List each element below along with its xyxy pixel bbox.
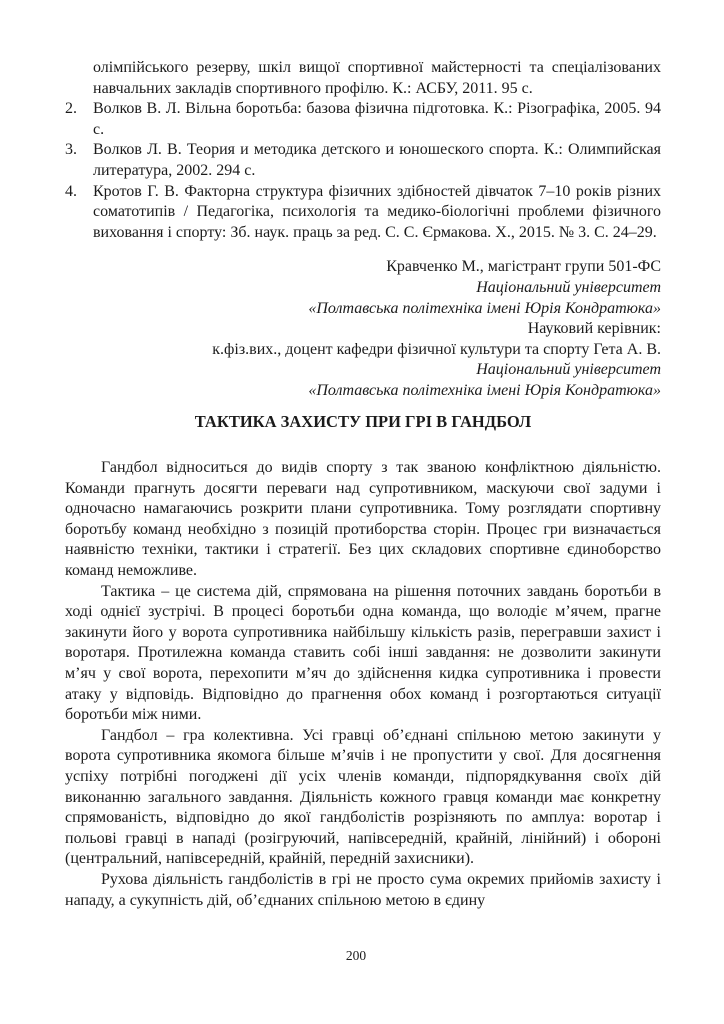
article-title: ТАКТИКА ЗАХИСТУ ПРИ ГРІ В ГАНДБОЛ xyxy=(194,411,532,431)
reference-item xyxy=(65,58,661,99)
body-paragraph: Рухова діяльність гандболістів в грі не просто сума окремих прийомів захисту і нападу, а сукупність дій, об’єднаних спільною метою в єдину xyxy=(65,870,661,909)
byline-university: Національний університет xyxy=(476,278,661,296)
byline-university: Національний університет xyxy=(476,361,661,379)
reference-marker: 4. xyxy=(65,182,77,200)
reference-item xyxy=(65,140,661,181)
byline-university-name: «Полтавська політехніка імені Юрія Кондратюка» xyxy=(308,381,661,399)
references-list xyxy=(65,58,661,243)
reference-item xyxy=(65,99,661,140)
reference-item xyxy=(65,182,661,244)
byline-block xyxy=(65,257,661,401)
reference-text: Волков Л. В. Теория и методика детского и юношеского спорта. К.: Олимпийская литература, 2002. 294 с. xyxy=(93,141,661,179)
body-paragraph: Гандбол – гра колективна. Усі гравці об’єднані спільною метою закинути у ворота супротивника якомога більше м’ячів і не пропустити у свої. Для досягнення успіху потрібні погоджені дії усіх членів команди, підпорядкування своїх дій виконанню загального завдання. Діяльність кожного гравця команди має конкретну спрямованість, відповідно до якої гандболістів розрізняють по амплуа: воротар і польові гравці в нападі (розігруючий, напівсередній, крайній, лінійний) і обороні (центральний, напівсередній, крайній, передній захисники). xyxy=(65,726,661,868)
page-number: 200 xyxy=(345,948,367,963)
reference-marker: 3. xyxy=(65,141,77,159)
body-paragraph: Гандбол відноситься до видів спорту з так званою конфліктною діяльністю. Команди прагнуть досягти переваги над супротивником, маскуючи свої задуми і одночасно намагаючись розкрити плани супротивника. Тому розглядати спортивну боротьбу команд необхідно з позицій протиборства сторін. Процес гри визначається наявністю техніки, тактики і стратегії. Без цих складових спортивне єдиноборство команд неможливе. xyxy=(65,459,661,580)
reference-text: олімпійського резерву, шкіл вищої спортивної майстерності та спеціалізованих навчальних закладів спортивного профілю. К.: АСБУ, 2011. 95 с. xyxy=(93,59,661,97)
reference-text: Волков В. Л. Вільна боротьба: базова фізична підготовка. К.: Різографіка, 2005. 94 с. xyxy=(93,100,661,138)
body-paragraph: Тактика – це система дій, спрямована на рішення поточних завдань боротьби в ході однієї зустрічі. В процесі боротьби одна команда, що володіє м’ячем, прагне закинути його у ворота супротивника найбільшу кількість разів, перегравши захист і воротаря. Протилежна команда ставить собі інші завдання: не дозволити закинути м’яч у свої ворота, перехопити м’яч до здійснення кидка супротивника і провести атаку у відповідь. Відповідно до прагнення обох команд і розгортаються ситуації боротьби між ними. xyxy=(65,582,661,724)
byline-author: Кравченко М., магістрант групи 501-ФС xyxy=(386,258,661,276)
byline-university-name: «Полтавська політехніка імені Юрія Кондратюка» xyxy=(308,299,661,317)
reference-marker: 2. xyxy=(65,100,77,118)
byline-supervisor-label: Науковий керівник: xyxy=(527,320,661,338)
byline-supervisor: к.фіз.вих., доцент кафедри фізичної культури та спорту Гета А. В. xyxy=(212,340,661,358)
reference-text: Кротов Г. В. Факторна структура фізичних здібностей дівчаток 7–10 років різних соматотипів / Педагогіка, психологія та медико-біологічні проблеми фізичного виховання і спорту: Зб. наук. праць за ред. С. С. Єрмакова. Х., 2015. № 3. С. 24–29. xyxy=(93,182,661,241)
